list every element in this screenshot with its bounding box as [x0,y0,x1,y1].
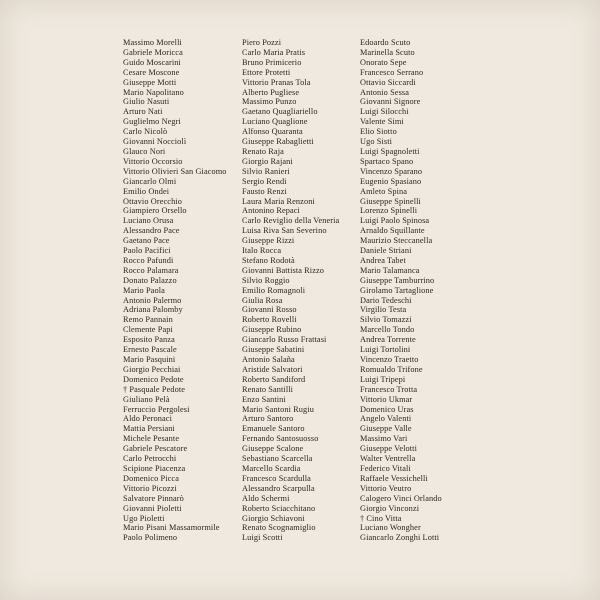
name-entry: Glauco Nori [123,146,166,156]
name-entry: Arnaldo Squillante [360,226,425,236]
name-entry: Vittorio Veutro [360,483,412,493]
name-entry: Angelo Valenti [360,414,412,424]
name-entry: Domenico Uras [360,404,414,414]
name-entry: Vittorio Olivieri San Giacomo [123,166,227,176]
name-entry: Luigi Silocchi [360,107,409,117]
name-entry: Mattia Persiani [123,424,175,434]
name-entry: Arturo Santoro [242,414,294,424]
name-entry: Paolo Pacifici [123,246,171,256]
name-entry: Domenico Pedote [123,374,184,384]
name-entry: Giovanni Nocciolì [123,137,187,147]
name-entry: Massimo Morelli [123,38,182,47]
name-entry: Mario Talamanca [360,265,420,275]
name-entry: Federico Vitali [360,463,411,473]
name-entry: Mario Santoni Rugiu [242,404,314,414]
name-entry: Silvio Tomazzi [360,315,412,325]
name-entry: Raffaele Vessichelli [360,473,428,483]
name-entry: Marcello Tondo [360,325,415,335]
name-entry: Emilio Romagnoli [242,285,306,295]
name-entry: Giuseppe Rizzi [242,236,295,246]
name-entry: Luciano Wongher [360,523,421,533]
name-entry: Fernando Santosuosso [242,434,319,444]
name-entry: Guglielmo Negri [123,117,181,127]
name-entry: Virgilio Testa [360,305,407,315]
name-entry: Giuseppe Motti [123,77,177,87]
name-entry: Carlo Reviglio della Veneria [242,216,340,226]
name-entry: Ugo Sisti [360,137,393,147]
name-entry: Carlo Nicolò [123,127,168,137]
name-entry: Vincenzo Traetto [360,355,419,364]
name-entry: Mario Pasquini [123,355,176,364]
name-entry: Gabriele Pescatore [123,444,188,454]
name-entry: Adriana Palomby [123,305,183,315]
name-entry: Giovanni Battista Rizzo [242,265,325,275]
name-entry: Ettore Protetti [242,67,291,77]
name-entry: Luigi Tripepi [360,374,406,384]
name-entry: Marinella Scuto [360,47,415,57]
name-entry: Luigi Spagnoletti [360,146,420,156]
name-entry: Vincenzo Sparano [360,166,423,176]
name-entry: Alessandro Pace [123,226,180,236]
name-entry: Giuseppe Sabatini [242,345,305,355]
name-entry: Clemente Papi [123,325,173,335]
name-entry: Fausto Renzi [242,186,287,196]
name-entry: Rocco Pafundi [123,255,174,265]
name-entry: Piero Pozzi [242,38,282,47]
name-entry: Ottavio Orecchio [123,196,182,206]
name-entry: Remo Pannain [123,315,173,325]
name-entry: Eugenio Spasiano [360,176,422,186]
name-entry: Giuseppe Rabaglietti [242,137,314,147]
name-entry: Renato Santilli [242,384,294,394]
name-entry: Mario Paola [123,285,165,295]
name-entry: Alfonso Quaranta [242,127,303,137]
name-entry: Sebastiano Scarcella [242,454,313,464]
name-entry: Massimo Vari [360,434,408,444]
name-entry: Giuseppe Valle [360,424,412,434]
name-entry: Spartaco Spano [360,156,414,166]
name-entry: Italo Rocca [242,246,282,256]
name-entry: Gaetano Pace [123,236,170,246]
name-entry: Paolo Polimeno [123,533,178,543]
name-entry: Giovanni Rosso [242,305,297,315]
name-entry: Giampiero Orsello [123,206,187,216]
name-entry: Francesco Trotta [360,384,418,394]
name-entry: Carlo Petrocchi [123,454,177,464]
name-entry: Luigi Tortolini [360,345,411,355]
name-entry: Laura Maria Renzoni [242,196,315,206]
name-entry: Onorato Sepe [360,57,407,67]
name-entry: Stefano Rodotà [242,255,295,265]
name-entry: Guido Moscarini [123,57,181,67]
name-entry: Renato Scognamiglio [242,523,316,533]
name-entry: Massimo Punzo [242,97,297,107]
name-entry: Gabriele Moricca [123,47,183,57]
name-entry: Giuseppe Velotti [360,444,417,454]
name-entry: Francesco Serrano [360,67,424,77]
name-entry: † Pasquale Pedote [123,384,186,394]
name-entry: Luigi Paolo Spinosa [360,216,430,226]
name-entry: Ottavio Siccardi [360,77,416,87]
name-entry: Giuliano Pelà [123,394,170,404]
name-entry: Roberto Rovelli [242,315,297,325]
name-entry: Enzo Santini [242,394,286,404]
name-entry: Mario Napolitano [123,87,184,97]
name-entry: Emilio Ondei [123,186,170,196]
name-entry: Arturo Nati [123,107,163,117]
name-column-3 [360,38,442,543]
name-entry: Silvio Roggio [242,275,290,285]
name-entry: Roberto Sandiford [242,374,306,384]
name-entry: Giancarlo Zonghi Lotti [360,533,440,543]
name-entry: Salvatore Pinnarò [123,493,184,503]
name-entry: Carlo Maria Pratis [242,47,306,57]
name-entry: Vittorio Picozzi [123,483,177,493]
name-entry: Giancarlo Russo Frattasi [242,335,327,345]
name-entry: Donato Palazzo [123,275,177,285]
name-entry: Ernesto Pascale [123,345,177,355]
name-entry: Bruno Primicerio [242,57,302,67]
name-entry: Renato Raja [242,146,284,156]
name-entry: Michele Pesante [123,434,180,444]
name-entry: Giorgio Schiavoni [242,513,305,523]
name-entry: Silvio Ranieri [242,166,290,176]
name-entry: Valente Simi [360,117,404,127]
name-entry: Maurizio Steccanella [360,236,433,246]
name-entry: Francesco Scardulla [242,473,311,483]
name-entry: Romualdo Trifone [360,364,423,374]
name-entry: Calogero Vinci Orlando [360,493,442,503]
name-entry: Sergio Rendi [242,176,287,186]
name-entry: Daniele Striani [360,246,412,256]
name-entry: Mario Pisani Massamormile [123,523,220,533]
name-entry: Andrea Torrente [360,335,416,345]
name-entry: Giulio Nasuti [123,97,170,107]
name-entry: Vittorio Ukmar [360,394,413,404]
name-entry: Domenico Picca [123,473,180,483]
name-entry: Rocco Palamara [123,265,179,275]
name-entry: Antonio Sessa [360,87,410,97]
name-entry: Lorenzo Spinelli [360,206,418,216]
name-entry: Giorgio Pecchiai [123,364,181,374]
name-entry: Giuseppe Spinelli [360,196,421,206]
name-entry: Scipione Piacenza [123,463,186,473]
name-entry: Esposito Panza [123,335,175,345]
name-entry: Giulia Rosa [242,295,283,305]
name-entry: Luigi Scotti [242,533,283,543]
name-entry: Giancarlo Olmi [123,176,177,186]
name-entry: Andrea Tabet [360,255,406,265]
name-entry: Giorgio Vinconzi [360,503,420,513]
name-entry: Giuseppe Scalone [242,444,304,454]
name-entry: Gaetano Quagliariello [242,107,318,117]
name-entry: Luciano Orusa [123,216,174,226]
name-entry: Antonino Repaci [242,206,300,216]
name-entry: Marcello Scardia [242,463,301,473]
name-entry: Giovanni Pioletti [123,503,182,513]
name-entry: Aldo Peronaci [123,414,172,424]
name-column-1 [123,38,227,543]
name-entry: Dario Tedeschi [360,295,412,305]
name-entry: Roberto Sciacchitano [242,503,316,513]
name-entry: Girolamo Tartaglione [360,285,434,295]
name-entry: Antonio Palermo [123,295,182,305]
name-entry: Ugo Pioletti [123,513,165,523]
name-entry: Antonio Salaña [242,355,295,364]
name-entry: Giuseppe Rubino [242,325,302,335]
name-entry: Vittorio Pranas Tola [242,77,311,87]
name-entry: † Cino Vitta [360,513,402,523]
name-entry: Giorgio Rajani [242,156,293,166]
name-entry: Giuseppe Tamburrino [360,275,435,285]
name-entry: Emanuele Santoro [242,424,305,434]
name-entry: Alessandro Scarpulla [242,483,315,493]
name-entry: Alberto Pugliese [242,87,300,97]
name-entry: Giovanni Signore [360,97,421,107]
name-entry: Luciano Quaglione [242,117,308,127]
name-entry: Walter Ventrella [360,454,416,464]
name-entry: Ferruccio Pergolesi [123,404,190,414]
name-entry: Aristide Salvatori [242,364,303,374]
name-entry: Elio Siotto [360,127,397,137]
name-entry: Cesare Moscone [123,67,180,77]
name-column-2 [242,38,339,543]
name-entry: Vittorio Occorsio [123,156,183,166]
name-entry: Luisa Riva San Severino [242,226,327,236]
name-entry: Aldo Schermi [242,493,290,503]
name-entry: Edoardo Scuto [360,38,411,47]
name-entry: Amleto Spina [360,186,408,196]
